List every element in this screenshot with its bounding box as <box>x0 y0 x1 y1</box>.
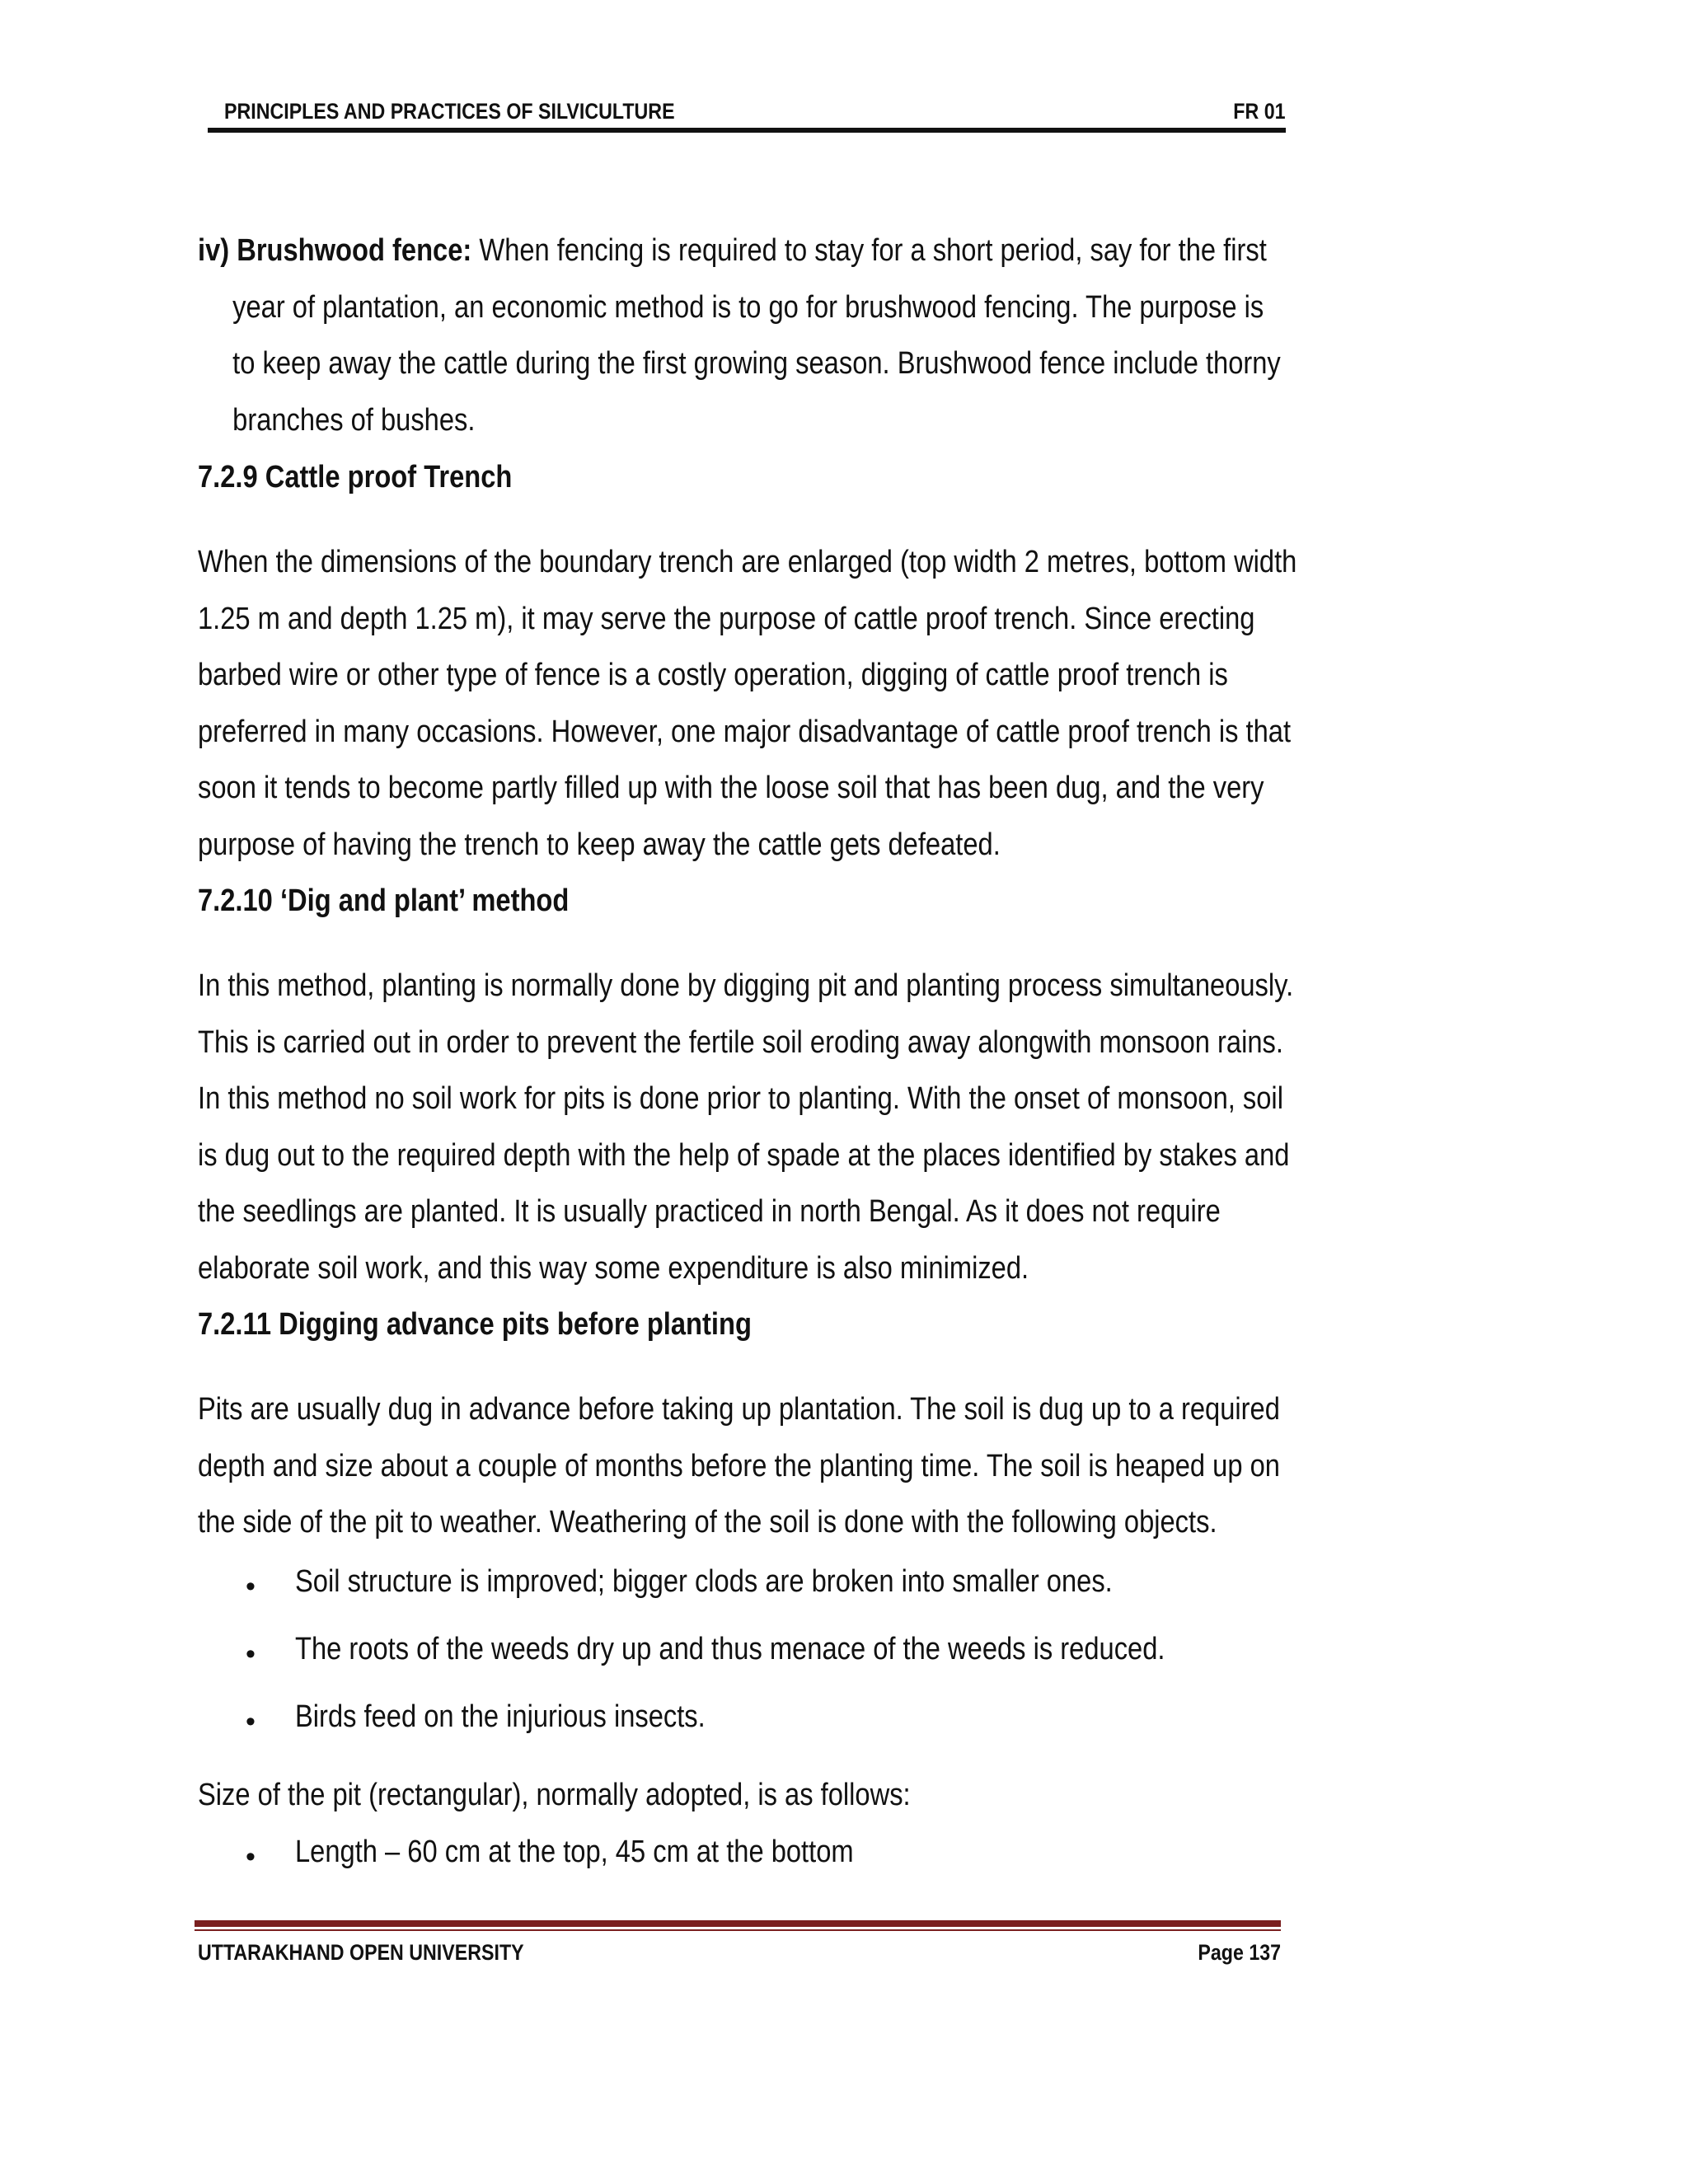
advance-pits-line-2: depth and size about a couple of months before the planting time. The soil is heaped up on <box>198 1448 1280 1483</box>
footer-rule-thin <box>195 1929 1281 1931</box>
trench-line-4: preferred in many occasions. However, one major disadvantage of cattle proof trench is that <box>198 714 1292 749</box>
list-item <box>198 1564 1434 1632</box>
dig-plant-line-5: the seedlings are planted. It is usually practiced in north Bengal. As it does not require <box>198 1194 1221 1229</box>
dig-plant-line-4: is dug out to the required depth with the help of spade at the places identified by stakes and <box>198 1137 1290 1173</box>
header-course-code: FR 01 <box>1233 99 1286 124</box>
footer-institution: UTTARAKHAND OPEN UNIVERSITY <box>198 1940 524 1965</box>
section-heading-advance-pits: 7.2.11 Digging advance pits before planting <box>198 1307 752 1342</box>
brushwood-fence-label: iv) Brushwood fence: <box>198 233 472 268</box>
header-rule <box>208 128 1286 133</box>
list-item-text: Length – 60 cm at the top, 45 cm at the bottom <box>295 1835 854 1869</box>
brushwood-fence-item <box>198 223 1459 438</box>
header-title: PRINCIPLES AND PRACTICES OF SILVICULTURE <box>224 99 675 124</box>
footer-rule <box>195 1920 1281 1927</box>
bullet-icon: • <box>246 1571 256 1602</box>
trench-line-5: soon it tends to become partly filled up with the loose soil that has been dug, and the very <box>198 771 1264 805</box>
list-item-text: Soil structure is improved; bigger clods are broken into smaller ones. <box>295 1564 1113 1599</box>
trench-line-6: purpose of having the trench to keep away the cattle gets defeated. <box>198 827 1001 862</box>
list-item-text: The roots of the weeds dry up and thus menace of the weeds is reduced. <box>295 1632 1165 1666</box>
bullet-icon: • <box>246 1706 256 1737</box>
dig-plant-line-3: In this method no soil work for pits is done prior to planting. With the onset of monsoon, soil <box>198 1081 1283 1116</box>
brushwood-fence-line-2: year of plantation, an economic method is to go for brushwood fencing. The purpose is <box>232 289 1264 325</box>
section-heading-dig-and-plant: 7.2.10 ‘Dig and plant’ method <box>198 883 570 918</box>
dig-plant-line-1: In this method, planting is normally done by digging pit and planting process simultaneously. <box>198 968 1294 1003</box>
list-item <box>198 1835 1434 1902</box>
advance-pits-line-3: the side of the pit to weather. Weathering of the soil is done with the following objects. <box>198 1505 1217 1540</box>
trench-line-2: 1.25 m and depth 1.25 m), it may serve the purpose of cattle proof trench. Since erecting <box>198 601 1255 636</box>
bullet-icon: • <box>246 1841 256 1872</box>
trench-line-1: When the dimensions of the boundary trench are enlarged (top width 2 metres, bottom width <box>198 545 1297 579</box>
section-heading-cattle-proof-trench: 7.2.9 Cattle proof Trench <box>198 460 513 494</box>
list-item <box>198 1699 1434 1767</box>
brushwood-fence-line-4: branches of bushes. <box>232 402 476 438</box>
trench-line-3: barbed wire or other type of fence is a costly operation, digging of cattle proof trench is <box>198 658 1228 692</box>
advance-pits-line-1: Pits are usually dug in advance before taking up plantation. The soil is dug up to a required <box>198 1392 1280 1427</box>
bullet-icon: • <box>246 1638 256 1670</box>
page-number: Page 137 <box>1198 1940 1281 1965</box>
list-item-text: Birds feed on the injurious insects. <box>295 1699 706 1734</box>
dig-plant-line-6: elaborate soil work, and this way some expenditure is also minimized. <box>198 1250 1029 1286</box>
pit-size-intro: Size of the pit (rectangular), normally adopted, is as follows: <box>198 1778 911 1812</box>
brushwood-fence-line-1: When fencing is required to stay for a short period, say for the first <box>471 233 1267 268</box>
list-item <box>198 1632 1434 1699</box>
brushwood-fence-line-3: to keep away the cattle during the first growing season. Brushwood fence include thorny <box>232 346 1281 381</box>
dig-plant-line-2: This is carried out in order to prevent the fertile soil eroding away alongwith monsoon rains. <box>198 1024 1283 1060</box>
